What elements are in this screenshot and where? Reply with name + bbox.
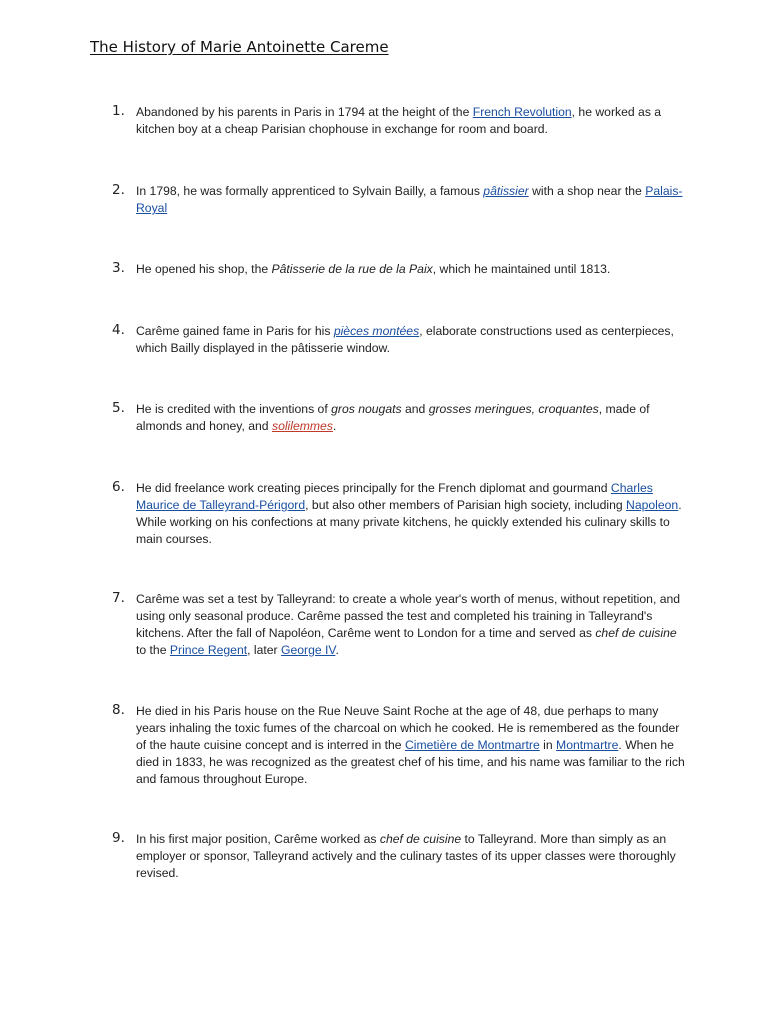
text-run: . While working on his confections at many private kitchens, he quickly extended his culinary skills to main courses. [136,498,682,546]
text-run: to Talleyrand. More than simply as an employer or sponsor, Talleyrand actively and the culinary tastes of its upper classes were thoroughly revised. [136,832,676,880]
text-run: He did freelance work creating pieces principally for the French diplomat and gourmand [136,481,611,495]
hyperlink[interactable]: Charles Maurice de Talleyrand-Périgord [136,481,653,512]
text-run: Abandoned by his parents in Paris in 1794 at the height of the [136,105,473,119]
italic-text: chef de cuisine [379,832,462,846]
list-number: 6. [112,479,125,495]
italic-text: chef de cuisine [595,626,677,640]
text-run: in [539,738,557,752]
list-item [100,831,690,882]
list-number: 9. [112,830,125,846]
hyperlink[interactable]: Napoleon [626,498,679,512]
italic-text: grosses meringues, croquantes [428,402,599,416]
text-run: to the [136,643,170,657]
text-run: He opened his shop, the [136,262,272,276]
list-item [100,480,690,548]
text-run: with a shop near the [528,184,646,198]
list-number: 1. [112,103,125,119]
text-run: , but also other members of Parisian high society, including [305,498,627,512]
hyperlink[interactable]: Cimetière de Montmartre [404,738,540,752]
list-number: 5. [112,400,125,416]
list-item [100,591,690,659]
hyperlink[interactable]: Montmartre [556,738,619,752]
list-number: 3. [112,260,125,276]
list-number: 7. [112,590,125,606]
italic-text: Pâtisserie de la rue de la Paix [271,262,433,276]
list-item [100,261,690,278]
text-run: In his first major position, Carême worked as [136,832,380,846]
hyperlink[interactable]: Prince Regent [169,643,248,657]
text-run: and [401,402,429,416]
list-item-text [136,104,690,138]
list-item-text [136,480,690,548]
italic-text: gros nougats [331,402,402,416]
text-run: Carême was set a test by Talleyrand: to create a whole year's worth of menus, without repetition, and using only seasonal produce. Carême passed the test and completed his training in Talleyrand's kitchens. After the fall of Napoléon, Carême went to London for a time and served as [136,592,681,640]
list-item-text [136,183,690,217]
hyperlink[interactable]: pâtissier [483,184,529,198]
hyperlink[interactable]: pièces montées [333,324,420,338]
text-run: He died in his Paris house on the Rue Neuve Saint Roche at the age of 48, due perhaps to many years inhaling the toxic fumes of the charcoal on which he cooked. He is remembered as the founder of the haute cuisine concept and is interred in the [136,704,680,752]
list-item [100,401,690,435]
list-item-text [136,261,690,278]
text-run: . [335,643,339,657]
hyperlink[interactable]: French Revolution [472,105,572,119]
list-item-text [136,401,690,435]
list-number: 2. [112,182,125,198]
list-number: 4. [112,322,125,338]
list-item-text [136,591,690,659]
text-run: Carême gained fame in Paris for his [136,324,334,338]
text-run: , elaborate constructions used as centerpieces, which Bailly displayed in the pâtisserie window. [136,324,674,355]
text-run: , later [247,643,281,657]
list-item-text [136,703,690,788]
hyperlink[interactable]: solilemmes [271,419,333,433]
text-run: , which he maintained until 1813. [432,262,611,276]
text-run: . When he died in 1833, he was recognized as the greatest chef of his time, and his name was familiar to the rich and famous throughout Europe. [136,738,685,786]
hyperlink[interactable]: Palais-Royal [136,184,683,215]
list-item [100,703,690,788]
text-run: , made of almonds and honey, and [136,402,650,433]
text-run: . [332,419,337,433]
list-item [100,183,690,217]
list-item-text [136,831,690,882]
document-title: The History of Marie Antoinette Careme [90,38,389,56]
list-item-text [136,323,690,357]
list-number: 8. [112,702,125,718]
text-run: , he worked as a kitchen boy at a cheap Parisian chophouse in exchange for room and board. [136,105,662,136]
text-run: He is credited with the inventions of [136,402,332,416]
list-item [100,104,690,138]
list-item [100,323,690,357]
hyperlink[interactable]: George IV [281,643,336,657]
text-run: In 1798, he was formally apprenticed to Sylvain Bailly, a famous [136,184,484,198]
